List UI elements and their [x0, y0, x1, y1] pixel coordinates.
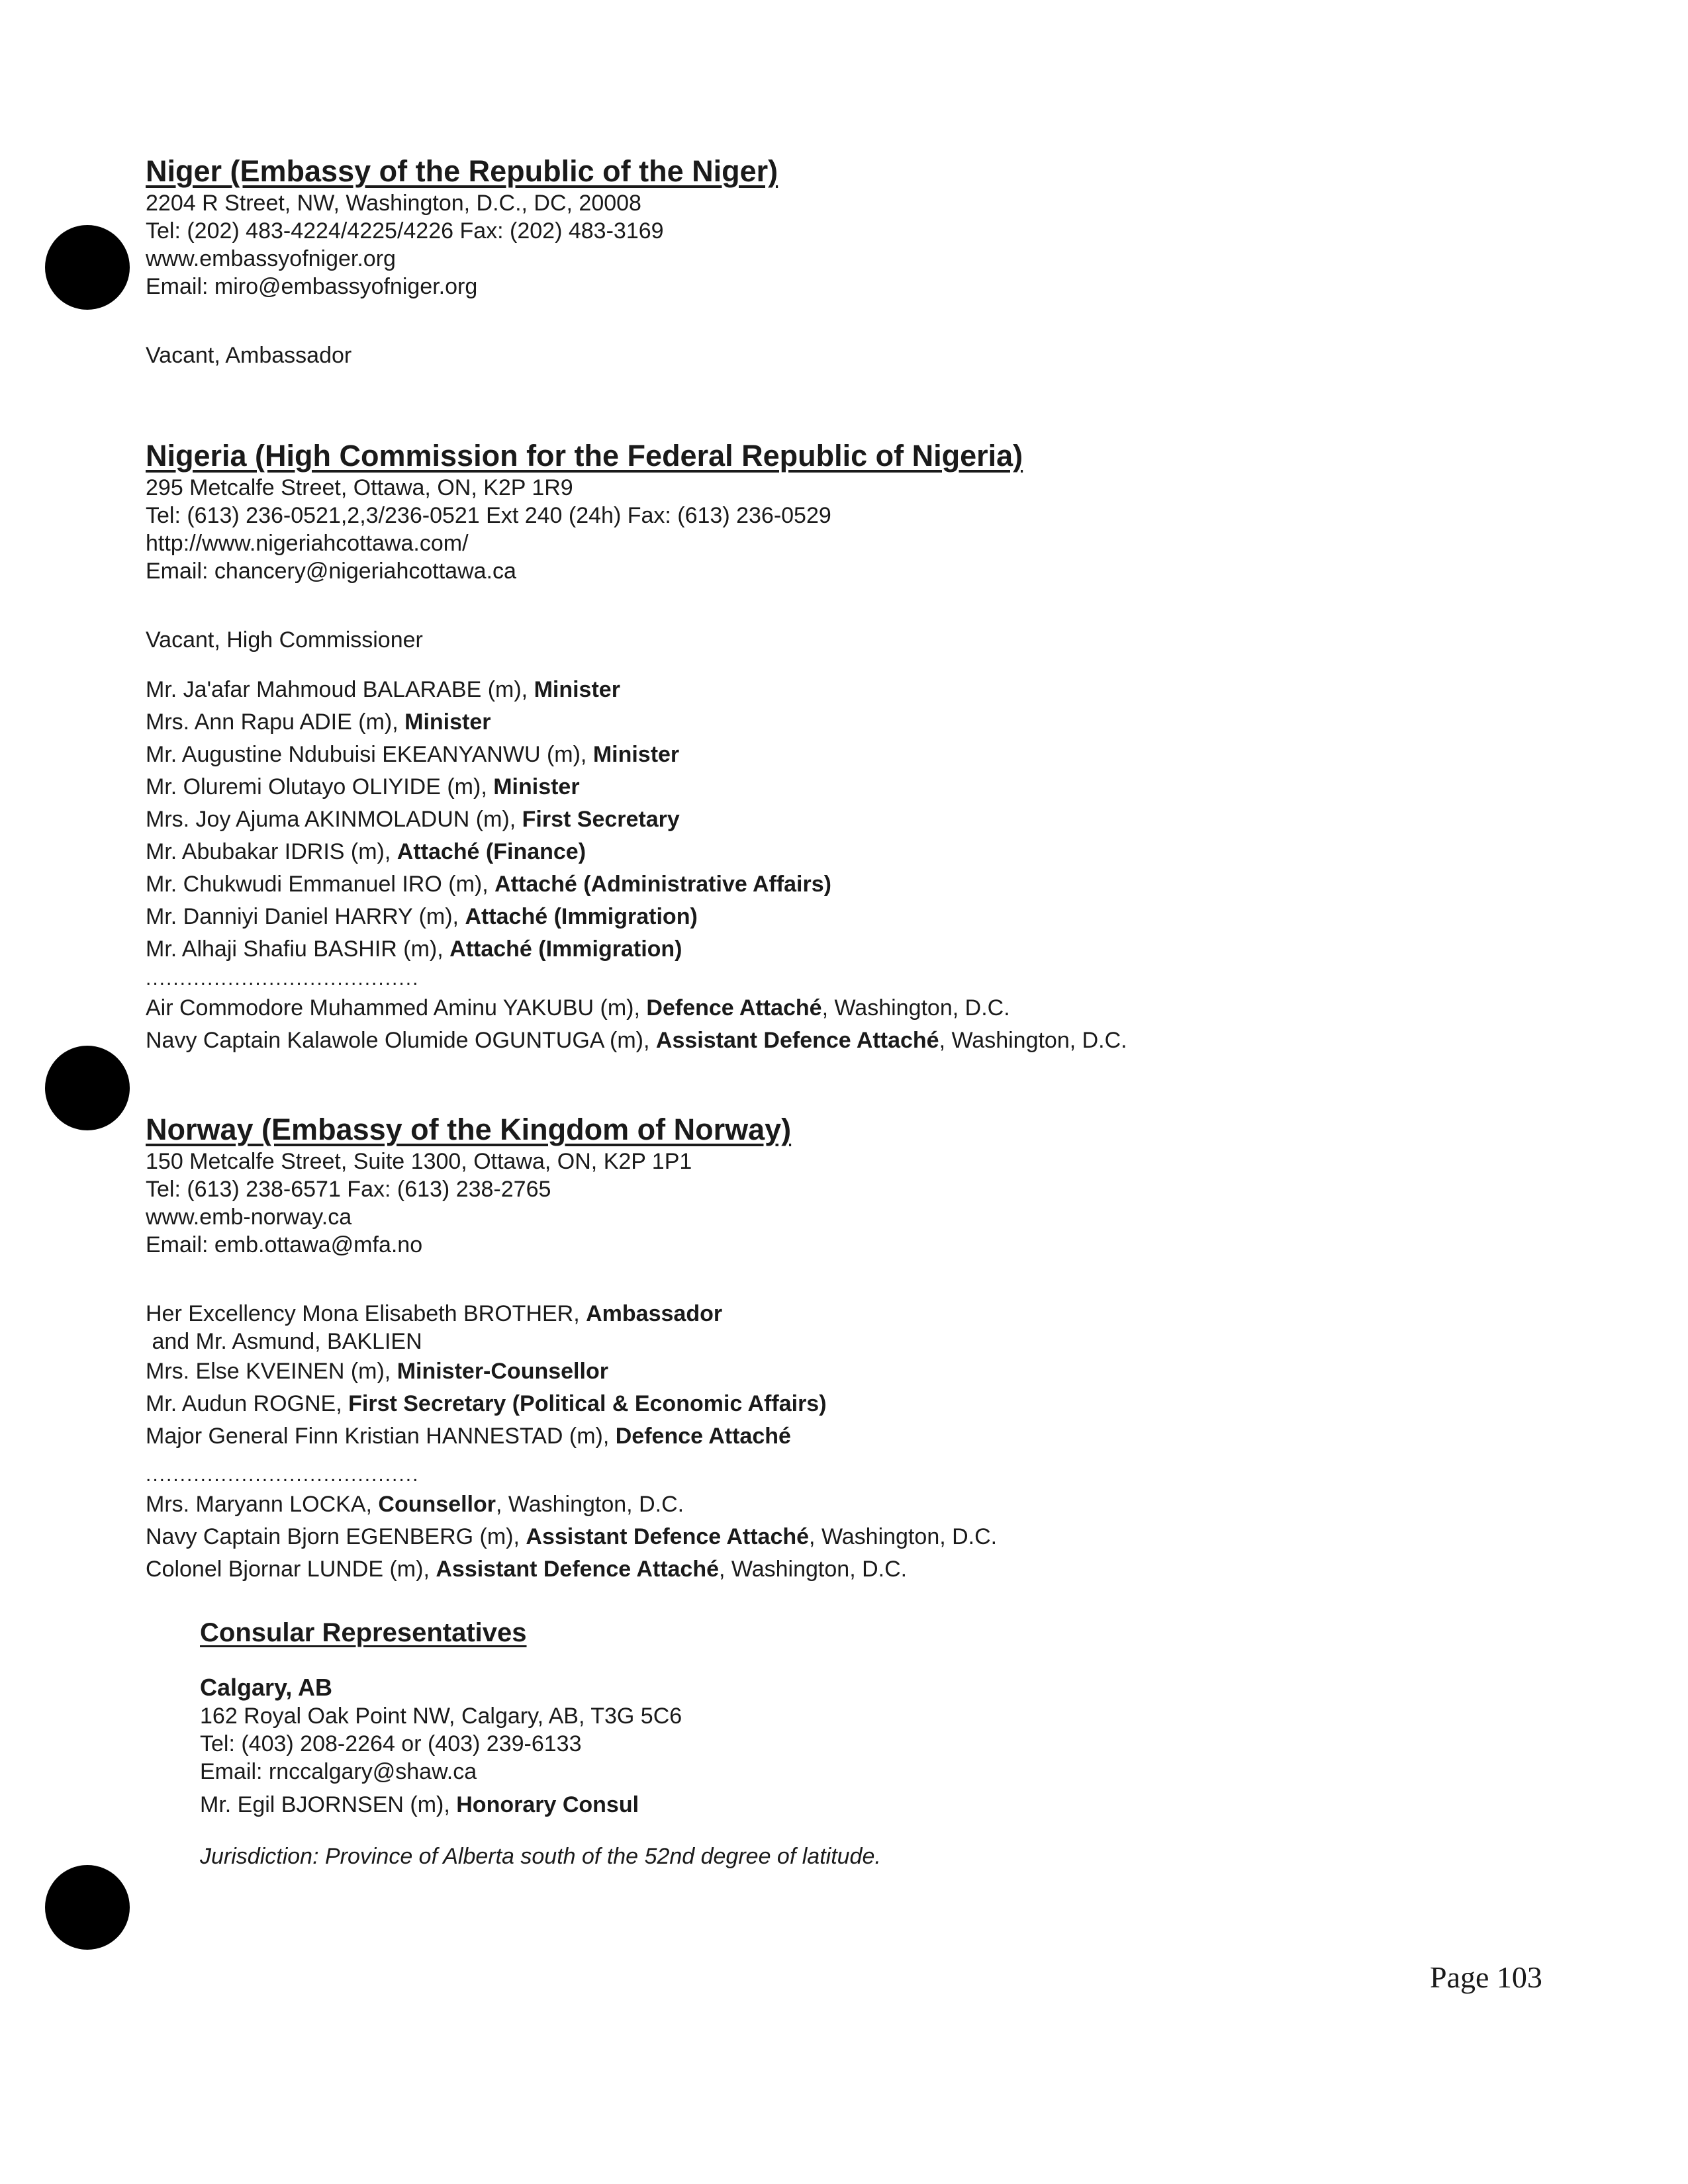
- consular-address: 162 Royal Oak Point NW, Calgary, AB, T3G 5C6: [200, 1704, 682, 1729]
- niger-head-of-mission: Vacant, Ambassador: [146, 343, 352, 368]
- staff-location: , Washington, D.C.: [496, 1492, 684, 1517]
- niger-heading: Niger (Embassy of the Republic of the Niger): [146, 154, 778, 188]
- nigeria-head-of-mission: Vacant, High Commissioner: [146, 627, 423, 653]
- norway-staff-list: [146, 1355, 1536, 1453]
- staff-name: Mr. Alhaji Shafiu BASHIR (m),: [146, 936, 450, 962]
- staff-entry: [146, 1553, 1536, 1586]
- staff-entry: [146, 1024, 1536, 1057]
- staff-entry: [146, 1521, 1536, 1553]
- ambassador-name: Her Excellency Mona Elisabeth BROTHER,: [146, 1301, 586, 1326]
- staff-title: Minister: [592, 742, 680, 767]
- staff-name: Mr. Chukwudi Emmanuel IRO (m),: [146, 872, 495, 897]
- nigeria-washington-staff-list: [146, 992, 1536, 1057]
- consul-name: Mr. Egil BJORNSEN (m),: [200, 1792, 457, 1817]
- staff-name: Mr. Ja'afar Mahmoud BALARABE (m),: [146, 677, 534, 702]
- staff-name: Air Commodore Muhammed Aminu YAKUBU (m),: [146, 995, 647, 1021]
- staff-location: , Washington, D.C.: [821, 995, 1010, 1021]
- norway-ambassador: [146, 1300, 1536, 1328]
- norway-tel: Tel: (613) 238-6571 Fax: (613) 238-2765: [146, 1177, 551, 1202]
- punch-hole-icon: [45, 1046, 130, 1130]
- ambassador-title: Ambassador: [586, 1301, 723, 1326]
- staff-title: First Secretary (Political & Economic Affairs): [348, 1391, 827, 1416]
- staff-location: , Washington, D.C.: [939, 1028, 1127, 1053]
- nigeria-address: 295 Metcalfe Street, Ottawa, ON, K2P 1R9: [146, 475, 573, 500]
- staff-name: Mrs. Else KVEINEN (m),: [146, 1359, 397, 1384]
- niger-address: 2204 R Street, NW, Washington, D.C., DC, 20008: [146, 191, 641, 216]
- staff-title: Attaché (Administrative Affairs): [494, 872, 831, 897]
- consular-heading: Consular Representatives: [200, 1618, 527, 1647]
- norway-washington-staff-list: [146, 1488, 1536, 1586]
- nigeria-tel: Tel: (613) 236-0521,2,3/236-0521 Ext 240 (24h) Fax: (613) 236-0529: [146, 503, 831, 528]
- staff-title: Assistant Defence Attaché: [526, 1524, 810, 1549]
- staff-name: Mrs. Ann Rapu ADIE (m),: [146, 709, 405, 735]
- staff-title: Defence Attaché: [646, 995, 822, 1021]
- staff-title: Defence Attaché: [615, 1424, 791, 1449]
- staff-location: , Washington, D.C.: [809, 1524, 998, 1549]
- staff-title: Attaché (Finance): [397, 839, 586, 864]
- staff-name: Mrs. Maryann LOCKA,: [146, 1492, 379, 1517]
- staff-name: Mrs. Joy Ajuma AKINMOLADUN (m),: [146, 807, 522, 832]
- staff-name: Navy Captain Bjorn EGENBERG (m),: [146, 1524, 526, 1549]
- staff-entry: [146, 803, 1536, 836]
- staff-entry: [146, 674, 1536, 706]
- page-number: Page 103: [1430, 1960, 1542, 1994]
- staff-name: Colonel Bjornar LUNDE (m),: [146, 1557, 436, 1582]
- norway-address: 150 Metcalfe Street, Suite 1300, Ottawa, ON, K2P 1P1: [146, 1149, 692, 1174]
- consular-consul: [200, 1791, 1524, 1819]
- consul-title: Honorary Consul: [456, 1792, 639, 1817]
- staff-location: , Washington, D.C.: [719, 1557, 908, 1582]
- consular-representatives: [200, 1616, 1524, 1870]
- nigeria-section: [146, 438, 1536, 1057]
- staff-entry: [146, 706, 1536, 739]
- staff-name: Mr. Augustine Ndubuisi EKEANYANWU (m),: [146, 742, 593, 767]
- staff-title: Attaché (Immigration): [465, 904, 698, 929]
- staff-name: Mr. Oluremi Olutayo OLIYIDE (m),: [146, 774, 494, 799]
- staff-title: Minister: [493, 774, 580, 799]
- consular-city: Calgary, AB: [200, 1674, 333, 1701]
- staff-title: Minister: [534, 677, 620, 702]
- staff-entry: [146, 1388, 1536, 1420]
- consular-email: Email: rnccalgary@shaw.ca: [200, 1759, 477, 1784]
- separator-dots: ........................................: [146, 1464, 420, 1486]
- staff-title: Assistant Defence Attaché: [655, 1028, 939, 1053]
- staff-title: Minister: [404, 709, 491, 735]
- niger-website: www.embassyofniger.org: [146, 246, 396, 271]
- consular-jurisdiction: Jurisdiction: Province of Alberta south of the 52nd degree of latitude.: [200, 1844, 881, 1869]
- staff-entry: [146, 1420, 1536, 1453]
- staff-title: Minister-Counsellor: [397, 1359, 608, 1384]
- staff-entry: [146, 992, 1536, 1024]
- staff-name: Major General Finn Kristian HANNESTAD (m),: [146, 1424, 616, 1449]
- ambassador-spouse: and Mr. Asmund, BAKLIEN: [146, 1329, 422, 1354]
- staff-entry: [146, 1488, 1536, 1521]
- nigeria-staff-list: [146, 674, 1536, 966]
- punch-hole-icon: [45, 225, 130, 310]
- nigeria-website: http://www.nigeriahcottawa.com/: [146, 531, 469, 556]
- staff-title: Assistant Defence Attaché: [436, 1557, 720, 1582]
- niger-email: Email: miro@embassyofniger.org: [146, 274, 478, 299]
- norway-section: [146, 1112, 1536, 1586]
- staff-title: First Secretary: [522, 807, 680, 832]
- staff-title: Counsellor: [378, 1492, 496, 1517]
- staff-name: Mr. Danniyi Daniel HARRY (m),: [146, 904, 465, 929]
- norway-email: Email: emb.ottawa@mfa.no: [146, 1232, 423, 1257]
- norway-heading: Norway (Embassy of the Kingdom of Norway): [146, 1113, 792, 1146]
- punch-hole-icon: [45, 1865, 130, 1950]
- staff-entry: [146, 1355, 1536, 1388]
- separator-dots: ........................................: [146, 968, 420, 989]
- staff-name: Mr. Audun ROGNE,: [146, 1391, 349, 1416]
- staff-entry: [146, 901, 1536, 933]
- staff-entry: [146, 771, 1536, 803]
- nigeria-heading: Nigeria (High Commission for the Federal Republic of Nigeria): [146, 439, 1023, 473]
- norway-website: www.emb-norway.ca: [146, 1205, 352, 1230]
- staff-entry: [146, 739, 1536, 771]
- staff-title: Attaché (Immigration): [449, 936, 682, 962]
- staff-name: Mr. Abubakar IDRIS (m),: [146, 839, 397, 864]
- niger-section: [146, 154, 1536, 369]
- staff-entry: [146, 933, 1536, 966]
- nigeria-email: Email: chancery@nigeriahcottawa.ca: [146, 559, 516, 584]
- staff-entry: [146, 868, 1536, 901]
- staff-name: Navy Captain Kalawole Olumide OGUNTUGA (m),: [146, 1028, 656, 1053]
- staff-entry: [146, 836, 1536, 868]
- consular-tel: Tel: (403) 208-2264 or (403) 239-6133: [200, 1731, 582, 1756]
- niger-tel: Tel: (202) 483-4224/4225/4226 Fax: (202) 483-3169: [146, 218, 664, 244]
